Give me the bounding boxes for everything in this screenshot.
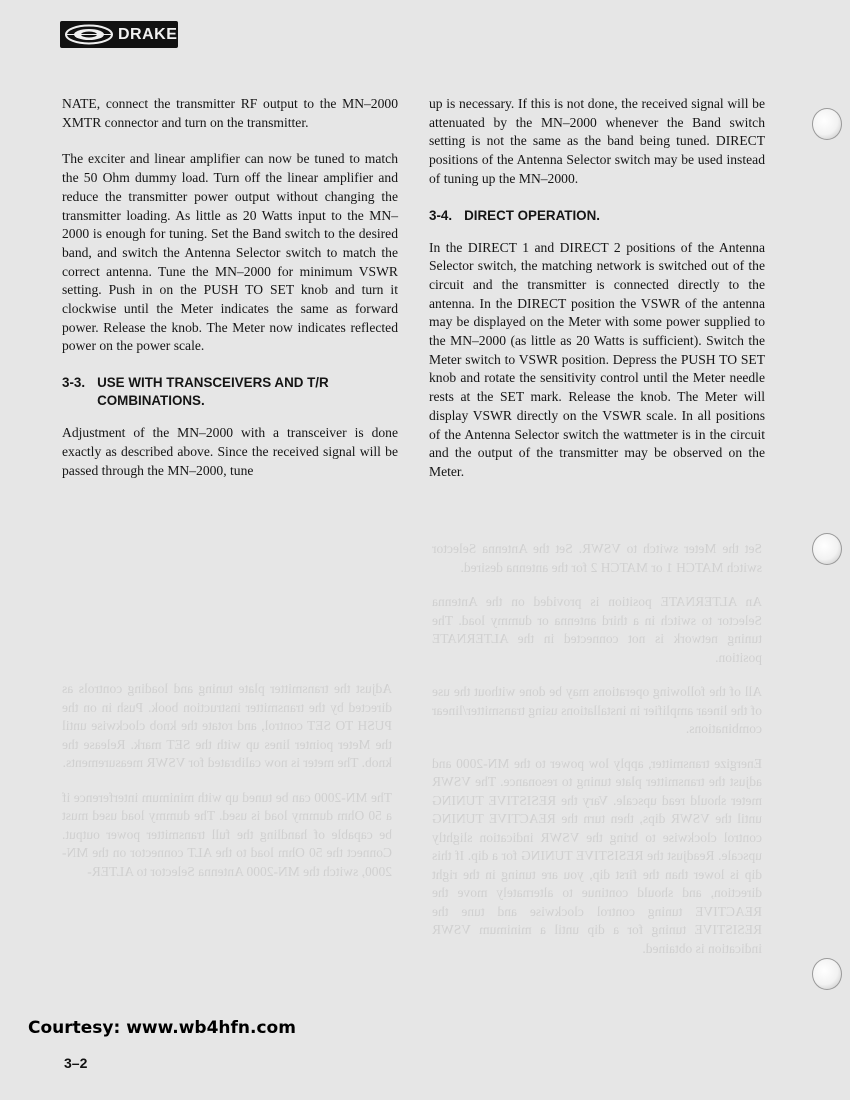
drake-logo <box>60 21 178 48</box>
paragraph: up is necessary. If this is not done, the received signal will be attenuated by the MN–2000 whenever the Band switch setting is not the same as the band being tuned. DIRECT positions of the Antenna Selector switch may be used instead of tuning up the MN–2000. <box>429 96 765 186</box>
drake-emblem-icon <box>64 24 114 45</box>
section-number: 3-4. <box>429 207 453 223</box>
page-number: 3–2 <box>64 1055 88 1071</box>
right-column <box>429 95 765 500</box>
courtesy-watermark: Courtesy: www.wb4hfn.com <box>28 1018 296 1038</box>
section-title: USE WITH TRANSCEIVERS AND T/R COMBINATIONS. <box>97 375 329 409</box>
binder-hole-icon <box>812 533 842 565</box>
section-heading-3-3 <box>62 374 398 410</box>
paragraph: NATE, connect the transmitter RF output to the MN–2000 XMTR connector and turn on the transmitter. <box>62 96 398 130</box>
bleed-through-text: Adjust the transmitter plate tuning and loading controls as directed by the transmitter instruction book. Push in on the PUSH TO SET control, and rotate the knob clockwise until the Meter pointer lines up with the SET mark. Release the knob. The meter is now calibrated for VSWR measurements. The MN-2000 can be tuned up with minimum interference if a 50 Ohm dummy load is used. The dummy load used must be capable of handling the full transmitter power output. Connect the 50 Ohm load to the ALT connector on the MN-2000, switch the MN-2000 Antenna Selector to ALTER- <box>62 681 392 879</box>
binder-hole-icon <box>812 958 842 990</box>
section-number: 3-3. <box>62 375 86 391</box>
section-title: DIRECT OPERATION. <box>464 207 600 223</box>
left-column <box>62 95 398 498</box>
brand-name: DRAKE <box>118 26 178 43</box>
paragraph: In the DIRECT 1 and DIRECT 2 positions of the Antenna Selector switch, the matching network is switched out of the circuit and the transmitter is connected directly to the antenna. In the DIRECT position the VSWR of the antenna may be displayed on the Meter with some power supplied to the MN–2000 (as little as 20 Watts is sufficient). Switch the Meter switch to VSWR position. Depress the PUSH TO SET knob and rotate the sensitivity control until the Meter needle rests at the SET mark. Release the knob. The Meter will display VSWR directly on the VSWR scale. In all positions of the Antenna Selector switch the wattmeter is in the circuit and the output of the transmitter may be observed on the Meter. <box>429 239 765 479</box>
binder-hole-icon <box>812 108 842 140</box>
paragraph: The exciter and linear amplifier can now be tuned to match the 50 Ohm dummy load. Turn off the linear amplifier and reduce the transmitter power output without changing the transmitter loading. As little as 20 Watts input to the MN–2000 is enough for tuning. Set the Band switch to the desired band, and switch the Antenna Selector switch to match the correct antenna. Tune the MN–2000 for minimum VSWR setting. Push in on the PUSH TO SET knob and turn it clockwise until the Meter indicates the same as forward power. Release the knob. The Meter now indicates reflected power on the power scale. <box>62 151 398 354</box>
paragraph: Adjustment of the MN–2000 with a transceiver is done exactly as described above. Since the received signal will be passed through the MN–2000, tune <box>62 425 398 478</box>
section-heading-3-4 <box>429 207 765 225</box>
bleed-through-text-right: Set the Meter switch to VSWR. Set the Antenna Selector switch MATCH 1 or MATCH 2 for the antenna desired. An ALTERNATE position is provided on the Antenna Selector to switch in a third antenna or dummy load. The tuning network is not connected in the ALTERNATE position. All of the following operations may be done without the use of the linear amplifier in installations using transmitter/linear combinations. Energize transmitter, apply low power to the MN-2000 and adjust the transmitter plate tuning to resonance. The VSWR meter should read upscale. Vary the RESISTIVE TUNING until the VSWR dips, then turn the REACTIVE TUNING control clockwise to bring the VSWR indication slightly upscale. Readjust the RESISTIVE TUNING for a dip. If this dip is lower than the first dip, you are tuning in the right direction, and should continue to alternately move the REACTIVE tuning control clockwise and tune the RESISTIVE tuning for a dip until a minimum VSWR indication is obtained. <box>432 541 762 956</box>
